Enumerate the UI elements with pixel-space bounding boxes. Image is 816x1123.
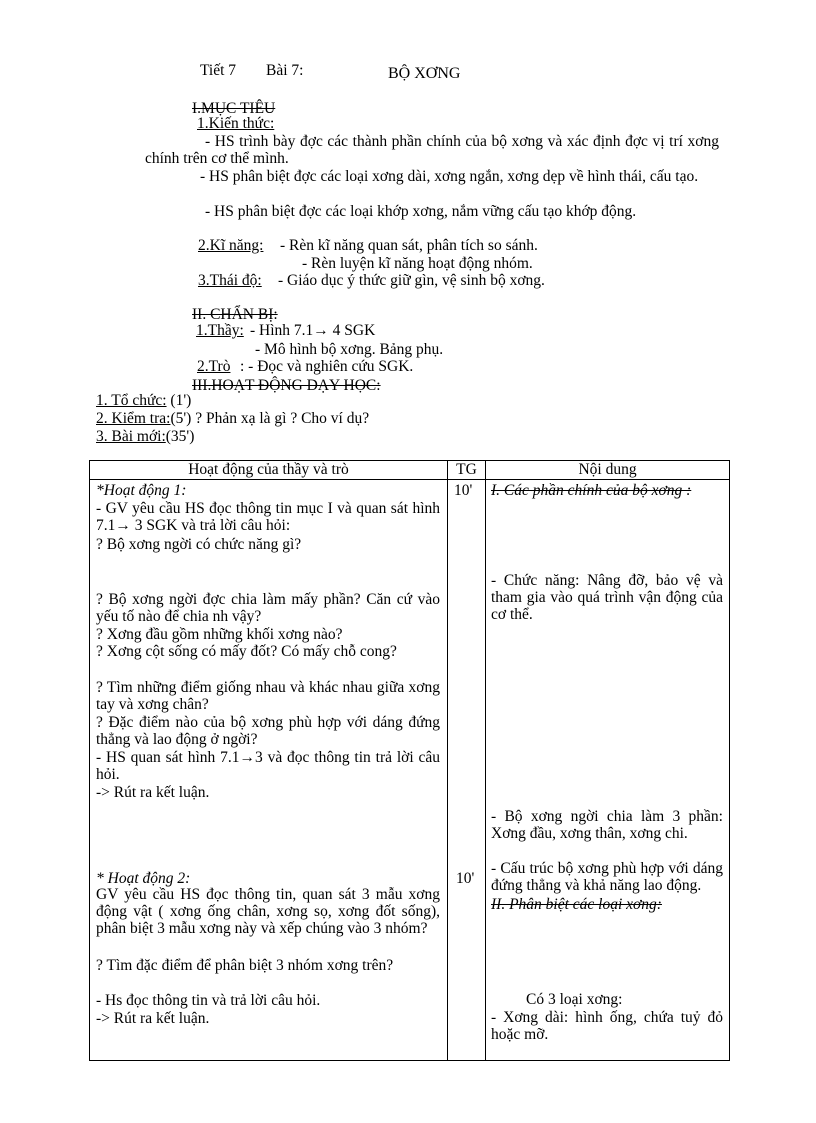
new-lesson-line <box>96 428 194 445</box>
long-bone-note: - Xơng dài: hình ống, chứa tuỷ đỏ hoặc mỡ. <box>491 1009 723 1043</box>
student-item: : - Đọc và nghiên cứu SGK. <box>240 358 414 375</box>
knowledge-item-3: - HS phân biệt đợc các loại khớp xơng, nắm vững cấu tạo khớp động. <box>205 203 637 220</box>
lesson-number: Tiết 7 <box>200 62 237 79</box>
activity-2-text: GV yêu cầu HS đọc thông tin, quan sát 3 mẫu xơng động vật ( xơng ống chân, xơng sọ, xơng đốt sống), phân biệt 3 mẫu xơng này và xếp chúng vào 3 nhóm? <box>96 886 440 937</box>
page-title: BỘ XƠNG <box>388 65 461 82</box>
question-5: ? Tìm những điểm giống nhau và khác nhau giữa xơng tay và xơng chân? <box>96 679 440 713</box>
conclusion-1: -> Rút ra kết luận. <box>96 784 210 801</box>
bone-types-note: Có 3 loại xơng: <box>526 991 623 1008</box>
knowledge-item-1: - HS trình bày đợc các thành phần chính của bộ xơng và xác định đợc vị trí xơng chính trên cơ thể mình. <box>145 133 719 167</box>
lesson-label: Bài 7: <box>266 62 304 79</box>
time-cell <box>448 480 486 1061</box>
organization-time: (1') <box>166 392 192 409</box>
teacher-item-2: - Mô hình bộ xơng. Bảng phụ. <box>255 341 444 358</box>
column-header-content: Nội dung <box>486 461 730 480</box>
question-1: ? Bộ xơng ngời có chức năng gì? <box>96 536 302 553</box>
activities-heading: III.HOẠT ĐỘNG DẠY HỌC: <box>192 377 381 394</box>
organization-label: 1. Tổ chức: <box>96 392 167 409</box>
table-header-row <box>90 461 730 480</box>
question-3: ? Xơng đầu gồm những khối xơng nào? <box>96 626 343 643</box>
parts-note: - Bộ xơng ngời chia làm 3 phần: Xơng đầu, xơng thân, xơng chi. <box>491 808 723 842</box>
check-label: 2. Kiểm tra: <box>96 410 171 427</box>
column-header-activities: Hoạt động của thầy và trò <box>90 461 448 480</box>
activity-1-title: *Hoạt động 1: <box>96 482 187 499</box>
objectives-heading: I.MỤC TIÊU <box>192 100 276 117</box>
teacher-item-1: - Hình 7.1→ 4 SGK <box>250 322 376 339</box>
activity-2-title: * Hoạt động 2: <box>96 870 191 887</box>
skills-item-1: - Rèn kĩ năng quan sát, phân tích so sánh. <box>280 237 538 254</box>
conclusion-2: -> Rút ra kết luận. <box>96 1010 210 1027</box>
new-lesson-label: 3. Bài mới: <box>96 428 166 445</box>
activities-cell <box>90 480 448 1061</box>
function-note: - Chức năng: Nâng đỡ, bảo vệ và tham gia vào quá trình vận động của cơ thể. <box>491 572 723 623</box>
attitude-item: - Giáo dục ý thức giữ gìn, vệ sinh bộ xơng. <box>278 272 545 289</box>
student-task-2: - Hs đọc thông tin và trả lời câu hỏi. <box>96 992 321 1009</box>
attitude-label: 3.Thái độ: <box>198 272 262 289</box>
content-cell <box>486 480 730 1061</box>
preparation-heading: II. CHẨN BỊ: <box>192 306 278 323</box>
activity-1-text: - GV yêu cầu HS đọc thông tin mục I và quan sát hình 7.1→ 3 SGK và trả lời câu hỏi: <box>96 500 440 534</box>
knowledge-label: 1.Kiến thức: <box>197 115 275 132</box>
organization-line <box>96 392 191 409</box>
check-line <box>96 410 369 427</box>
question-6: ? Đặc điểm nào của bộ xơng phù hợp với dáng đứng thẳng và lao động ở ngời? <box>96 714 440 748</box>
skills-label: 2.Kĩ năng: <box>198 237 264 254</box>
knowledge-item-2: - HS phân biệt đợc các loại xơng dài, xơng ngắn, xơng dẹp về hình thái, cấu tạo. <box>200 168 699 185</box>
table-row <box>90 480 730 1061</box>
skills-item-2: - Rèn luyện kĩ năng hoạt động nhóm. <box>302 255 533 272</box>
structure-note: - Cấu trúc bộ xơng phù hợp với dáng đứng thẳng và khả năng lao động. <box>491 860 723 894</box>
time-activity-1: 10' <box>454 482 473 499</box>
question-7: ? Tìm đặc điểm để phân biệt 3 nhóm xơng trên? <box>96 957 394 974</box>
section-1-title: I. Các phần chính của bộ xơng : <box>491 482 692 499</box>
student-label: 2.Trò <box>197 358 231 375</box>
column-header-time: TG <box>448 461 486 480</box>
new-lesson-time: (35') <box>165 428 195 445</box>
lesson-table <box>89 460 730 1061</box>
section-2-title: II. Phân biệt các loại xơng: <box>491 896 662 913</box>
student-task-1: - HS quan sát hình 7.1→3 và đọc thông tin trả lời câu hỏi. <box>96 749 440 783</box>
question-2: ? Bộ xơng ngời đợc chia làm mấy phần? Căn cứ vào yếu tố nào để chia nh vậy? <box>96 591 440 625</box>
question-4: ? Xơng cột sống có mấy đốt? Có mấy chỗ cong? <box>96 643 397 660</box>
time-activity-2: 10' <box>456 870 475 887</box>
teacher-label: 1.Thầy: <box>196 322 244 339</box>
check-question: (5') ? Phản xạ là gì ? Cho ví dụ? <box>170 410 370 427</box>
